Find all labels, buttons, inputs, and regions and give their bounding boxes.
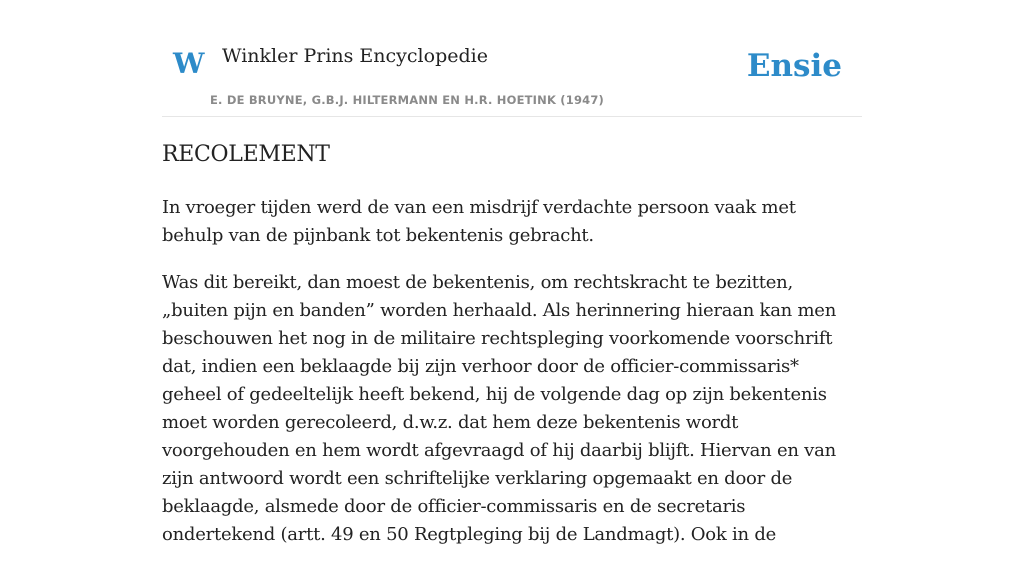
article-title: RECOLEMENT [162,142,330,167]
winkler-prins-logo[interactable]: W [173,47,205,80]
header [162,0,862,117]
ensie-logo-link[interactable]: Ensie [746,48,842,84]
article-paragraph: In vroeger tijden werd de van een misdrijf verdachte persoon vaak met behulp van de pijnbank tot bekentenis gebracht. [162,197,796,246]
book-authors: E. DE BRUYNE, G.B.J. HILTERMANN EN H.R. HOETINK (1947) [210,93,605,107]
article-paragraph: Was dit bereikt, dan moest de bekentenis, om rechtskracht te bezitten, „buiten pijn en banden” worden herhaald. Als herinnering hieraan kan men beschouwen het nog in de militaire rechtspleging voorkomende voorschrift dat, indien een beklaagde bij zijn verhoor door de officier-commissaris* geheel of gedeeltelijk heeft bekend, hij de volgende dag op zijn bekentenis moet worden gerecoleerd, d.w.z. dat hem deze bekentenis wordt voorgehouden en hem wordt afgevraagd of hij daarbij blijft. Hiervan en van zijn antwoord wordt een schriftelijke verklaring opgemaakt en door de beklaagde, alsmede door de officier-commissaris en de secretaris ondertekend (artt. 49 en 50 Regtpleging bij de Landmagt). Ook in de [162,272,837,545]
article [162,140,862,568]
book-title[interactable]: Winkler Prins Encyclopedie [222,45,488,67]
